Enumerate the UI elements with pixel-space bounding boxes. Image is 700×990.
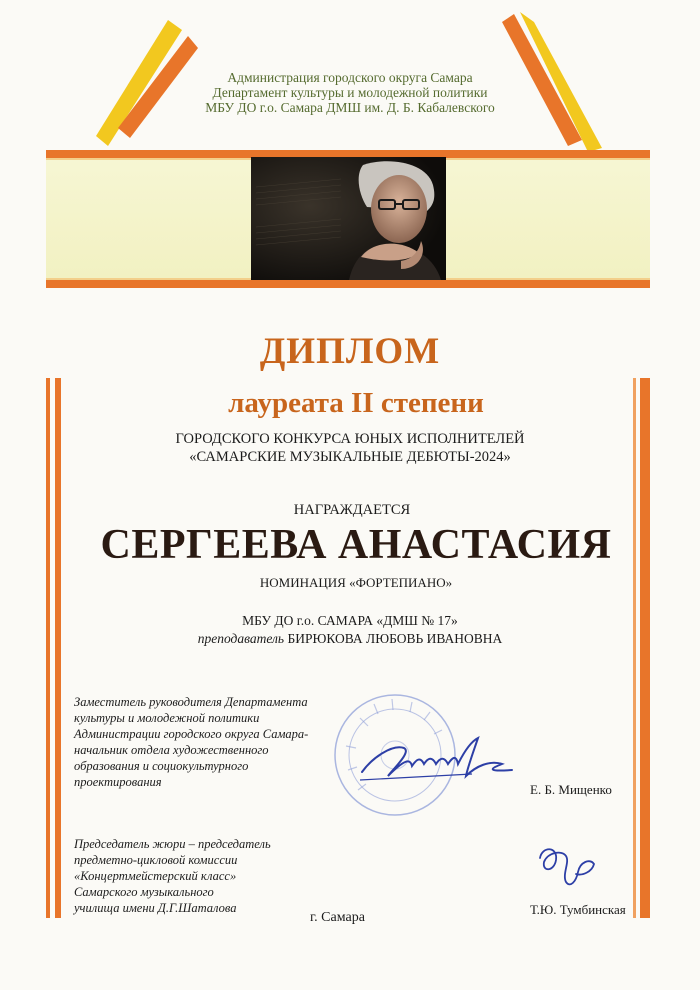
contest-line-1: ГОРОДСКОГО КОНКУРСА ЮНЫХ ИСПОЛНИТЕЛЕЙ — [175, 431, 525, 447]
diploma-title: ДИПЛОМ — [259, 331, 441, 372]
signatory-1-line-4: начальник отдела художественного — [74, 743, 269, 757]
signatory-2-name: Т.Ю. Тумбинская — [530, 902, 626, 917]
signatory-2-line-5: училища имени Д.Г.Шаталова — [74, 901, 237, 915]
portrait-photo-icon — [251, 157, 446, 280]
signatory-1-line-5: образования и социокультурного — [74, 759, 249, 773]
teacher-name: БИРЮКОВА ЛЮБОВЬ ИВАНОВНА — [287, 631, 503, 646]
signature-icon — [352, 730, 522, 790]
signatory-1-line-6: проектирования — [74, 775, 162, 789]
signatory-2-line-1: Председатель жюри – председатель — [74, 837, 271, 851]
school-info — [0, 612, 700, 648]
signatory-1-name: Е. Б. Мищенко — [530, 782, 612, 797]
signatory-1-line-3: Администрации городского округа Самара- — [74, 727, 309, 741]
signatory-1-line-1: Заместитель руководителя Департамента — [74, 695, 308, 709]
issuer-line-2: Департамент культуры и молодежной политики — [212, 85, 488, 100]
issuer-line-3: МБУ ДО г.о. Самара ДМШ им. Д. Б. Кабалевского — [205, 100, 495, 115]
teacher-line — [0, 630, 700, 648]
signatory-2-line-4: Самарского музыкального — [74, 885, 214, 899]
nomination: НОМИНАЦИЯ «ФОРТЕПИАНО» — [259, 575, 453, 590]
signatory-2-position — [74, 836, 344, 916]
teacher-label: преподаватель — [197, 631, 285, 646]
signature-icon — [532, 838, 602, 893]
contest-line-2: «САМАРСКИЕ МУЗЫКАЛЬНЫЕ ДЕБЮТЫ-2024» — [189, 449, 511, 465]
band-bottom-line — [46, 280, 650, 288]
contest-name — [0, 430, 700, 466]
photo-band — [46, 150, 650, 290]
issuer-line-1: Администрация городского округа Самара — [227, 70, 473, 85]
signatory-1-line-2: культуры и молодежной политики — [74, 711, 260, 725]
signatory-1-position — [74, 694, 344, 790]
awarded-label: НАГРАЖДАЕТСЯ — [293, 502, 411, 518]
signatory-2-line-2: предметно-цикловой комиссии — [74, 853, 238, 867]
school-name: МБУ ДО г.о. САМАРА «ДМШ № 17» — [242, 613, 458, 628]
signatory-2-line-3: «Концертмейстерский класс» — [74, 869, 237, 883]
city: г. Самара — [310, 910, 365, 925]
recipient-name: СЕРГЕЕВА АНАСТАСИЯ — [100, 522, 612, 568]
issuer-header — [140, 70, 560, 115]
diploma-subtitle: лауреата II степени — [228, 387, 484, 419]
